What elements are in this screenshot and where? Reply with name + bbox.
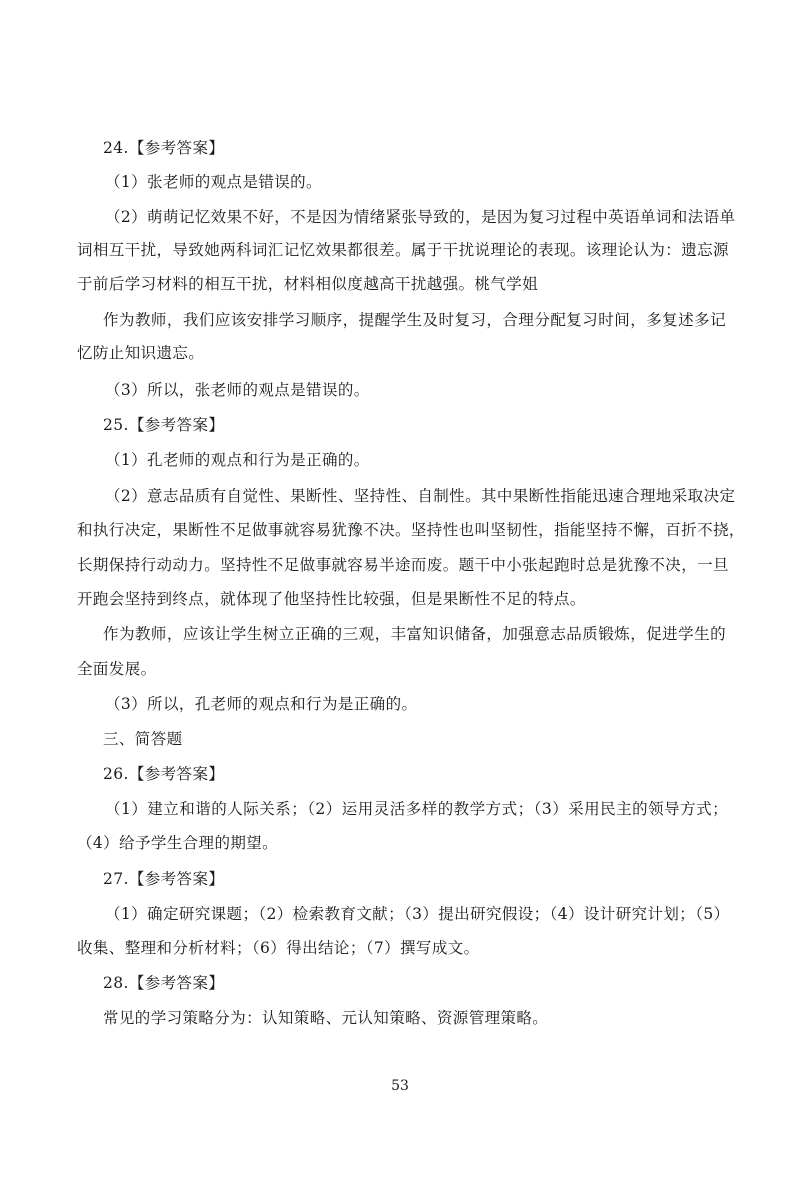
q25-point-2-line-4: 开跑会坚持到终点，就体现了他坚持性比较强，但是果断性不足的特点。 <box>77 590 586 608</box>
q27-line-2: 收集、整理和分析材料；（6）得出结论；（7）撰写成文。 <box>77 939 480 957</box>
section-heading-short-answer: 三、简答题 <box>103 730 183 748</box>
q25-point-2-line-3: 长期保持行动动力。坚持性不足做事就容易半途而废。题干中小张起跑时总是犹豫不决，一旦 <box>77 556 729 574</box>
q26-line-2: （4）给予学生合理的期望。 <box>77 834 279 852</box>
q27-heading: 27.【参考答案】 <box>103 870 225 888</box>
q28-answer: 常见的学习策略分为：认知策略、元认知策略、资源管理策略。 <box>103 1009 549 1027</box>
q26-line-1: （1）建立和谐的人际关系；（2）运用灵活多样的教学方式；（3）采用民主的领导方式； <box>105 800 728 818</box>
q26-heading: 26.【参考答案】 <box>103 765 225 783</box>
q28-heading: 28.【参考答案】 <box>103 974 225 992</box>
q25-point-3-line-2: 全面发展。 <box>77 660 157 678</box>
q24-heading: 24.【参考答案】 <box>103 139 225 157</box>
q25-point-4: （3）所以，孔老师的观点和行为是正确的。 <box>105 695 418 713</box>
q25-point-2-line-2: 和执行决定，果断性不足做事就容易犹豫不决。坚持性也叫坚韧性，指能坚持不懈，百折不挠， <box>77 521 745 539</box>
q25-point-3-line-1: 作为教师，应该让学生树立正确的三观，丰富知识储备，加强意志品质锻炼，促进学生的 <box>103 625 726 643</box>
q25-point-1: （1）孔老师的观点和行为是正确的。 <box>105 451 370 469</box>
q25-heading: 25.【参考答案】 <box>103 416 225 434</box>
page-number: 53 <box>391 1078 409 1094</box>
q24-point-3-line-2: 忆防止知识遗忘。 <box>77 344 205 362</box>
q24-point-3-line-1: 作为教师，我们应该安排学习顺序，提醒学生及时复习，合理分配复习时间，多复述多记 <box>103 311 726 329</box>
q24-point-4: （3）所以，张老师的观点是错误的。 <box>105 381 370 399</box>
q24-point-2-line-3: 于前后学习材料的相互干扰，材料相似度越高干扰越强。桃气学姐 <box>77 275 539 293</box>
q24-point-2-line-2: 词相互干扰，导致她两科词汇记忆效果都很差。属于干扰说理论的表现。该理论认为：遗忘源 <box>77 241 729 259</box>
q25-point-2-line-1: （2）意志品质有自觉性、果断性、坚持性、自制性。其中果断性指能迅速合理地采取决定 <box>105 487 736 505</box>
q24-point-2-line-1: （2）萌萌记忆效果不好，不是因为情绪紧张导致的，是因为复习过程中英语单词和法语单 <box>105 208 736 226</box>
q27-line-1: （1）确定研究课题；（2）检索教育文献；（3）提出研究假设；（4）设计研究计划；（5） <box>105 905 730 923</box>
q24-point-1: （1）张老师的观点是错误的。 <box>105 173 322 191</box>
